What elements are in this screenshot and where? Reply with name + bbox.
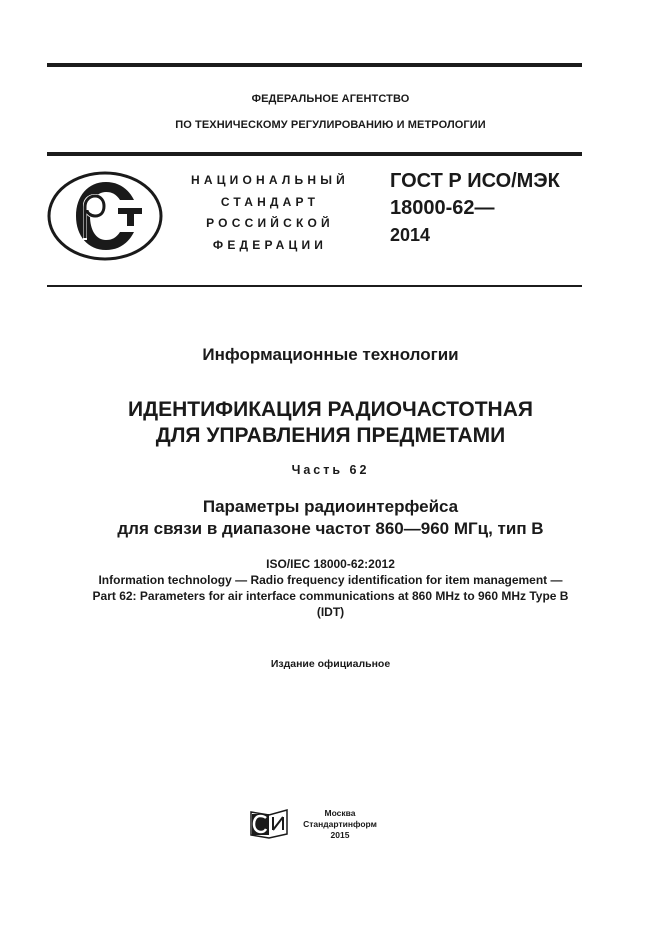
publisher-name: Стандартинформ <box>303 819 377 829</box>
description-line-2: для связи в диапазоне частот 860—960 МГц, тип B <box>117 519 544 538</box>
designation-line-1: ГОСТ Р ИСО/МЭК <box>390 170 560 192</box>
publication-year: 2015 <box>330 830 350 840</box>
edition-label: Издание официальное <box>270 658 391 670</box>
publisher-city: Москва <box>324 808 356 818</box>
national-line-1: НАЦИОНАЛЬНЫЙ <box>190 173 350 187</box>
iso-title-line-1: Information technology — Radio frequency identification for item management — <box>98 573 563 587</box>
header-divider <box>47 152 582 156</box>
main-title-line-1: ИДЕНТИФИКАЦИЯ РАДИОЧАСТОТНАЯ <box>128 398 533 421</box>
standard-designation <box>390 168 560 249</box>
designation-line-3: 2014 <box>390 225 431 245</box>
publisher-info <box>300 808 380 841</box>
designation-line-2: 18000-62— <box>390 197 495 219</box>
subject-title: Информационные технологии <box>202 345 459 364</box>
part-label: Часть 62 <box>291 463 370 477</box>
national-line-4: ФЕДЕРАЦИИ <box>212 237 328 252</box>
agency-line-2: ПО ТЕХНИЧЕСКОМУ РЕГУЛИРОВАНИЮ И МЕТРОЛОГИИ <box>175 119 486 131</box>
top-divider <box>47 63 582 67</box>
gost-logo-icon <box>46 170 164 262</box>
national-line-3: РОССИЙСКОЙ <box>206 216 334 230</box>
description-line-1: Параметры радиоинтерфейса <box>202 497 459 516</box>
national-standard-label <box>170 170 370 256</box>
iso-identity: (IDT) <box>316 605 345 619</box>
main-title-line-2: ДЛЯ УПРАВЛЕНИЯ ПРЕДМЕТАМИ <box>155 424 506 447</box>
iso-reference <box>0 556 661 620</box>
agency-line-1: ФЕДЕРАЛЬНОЕ АГЕНТСТВО <box>251 93 410 105</box>
standartinform-logo-icon <box>249 808 289 840</box>
title-divider <box>47 285 582 287</box>
national-line-2: СТАНДАРТ <box>220 194 320 209</box>
part-description <box>0 496 661 540</box>
iso-title-line-2: Part 62: Parameters for air interface communications at 860 MHz to 960 MHz Type B <box>92 589 569 603</box>
iso-code: ISO/IEC 18000-62:2012 <box>266 557 395 571</box>
main-title <box>0 397 661 449</box>
